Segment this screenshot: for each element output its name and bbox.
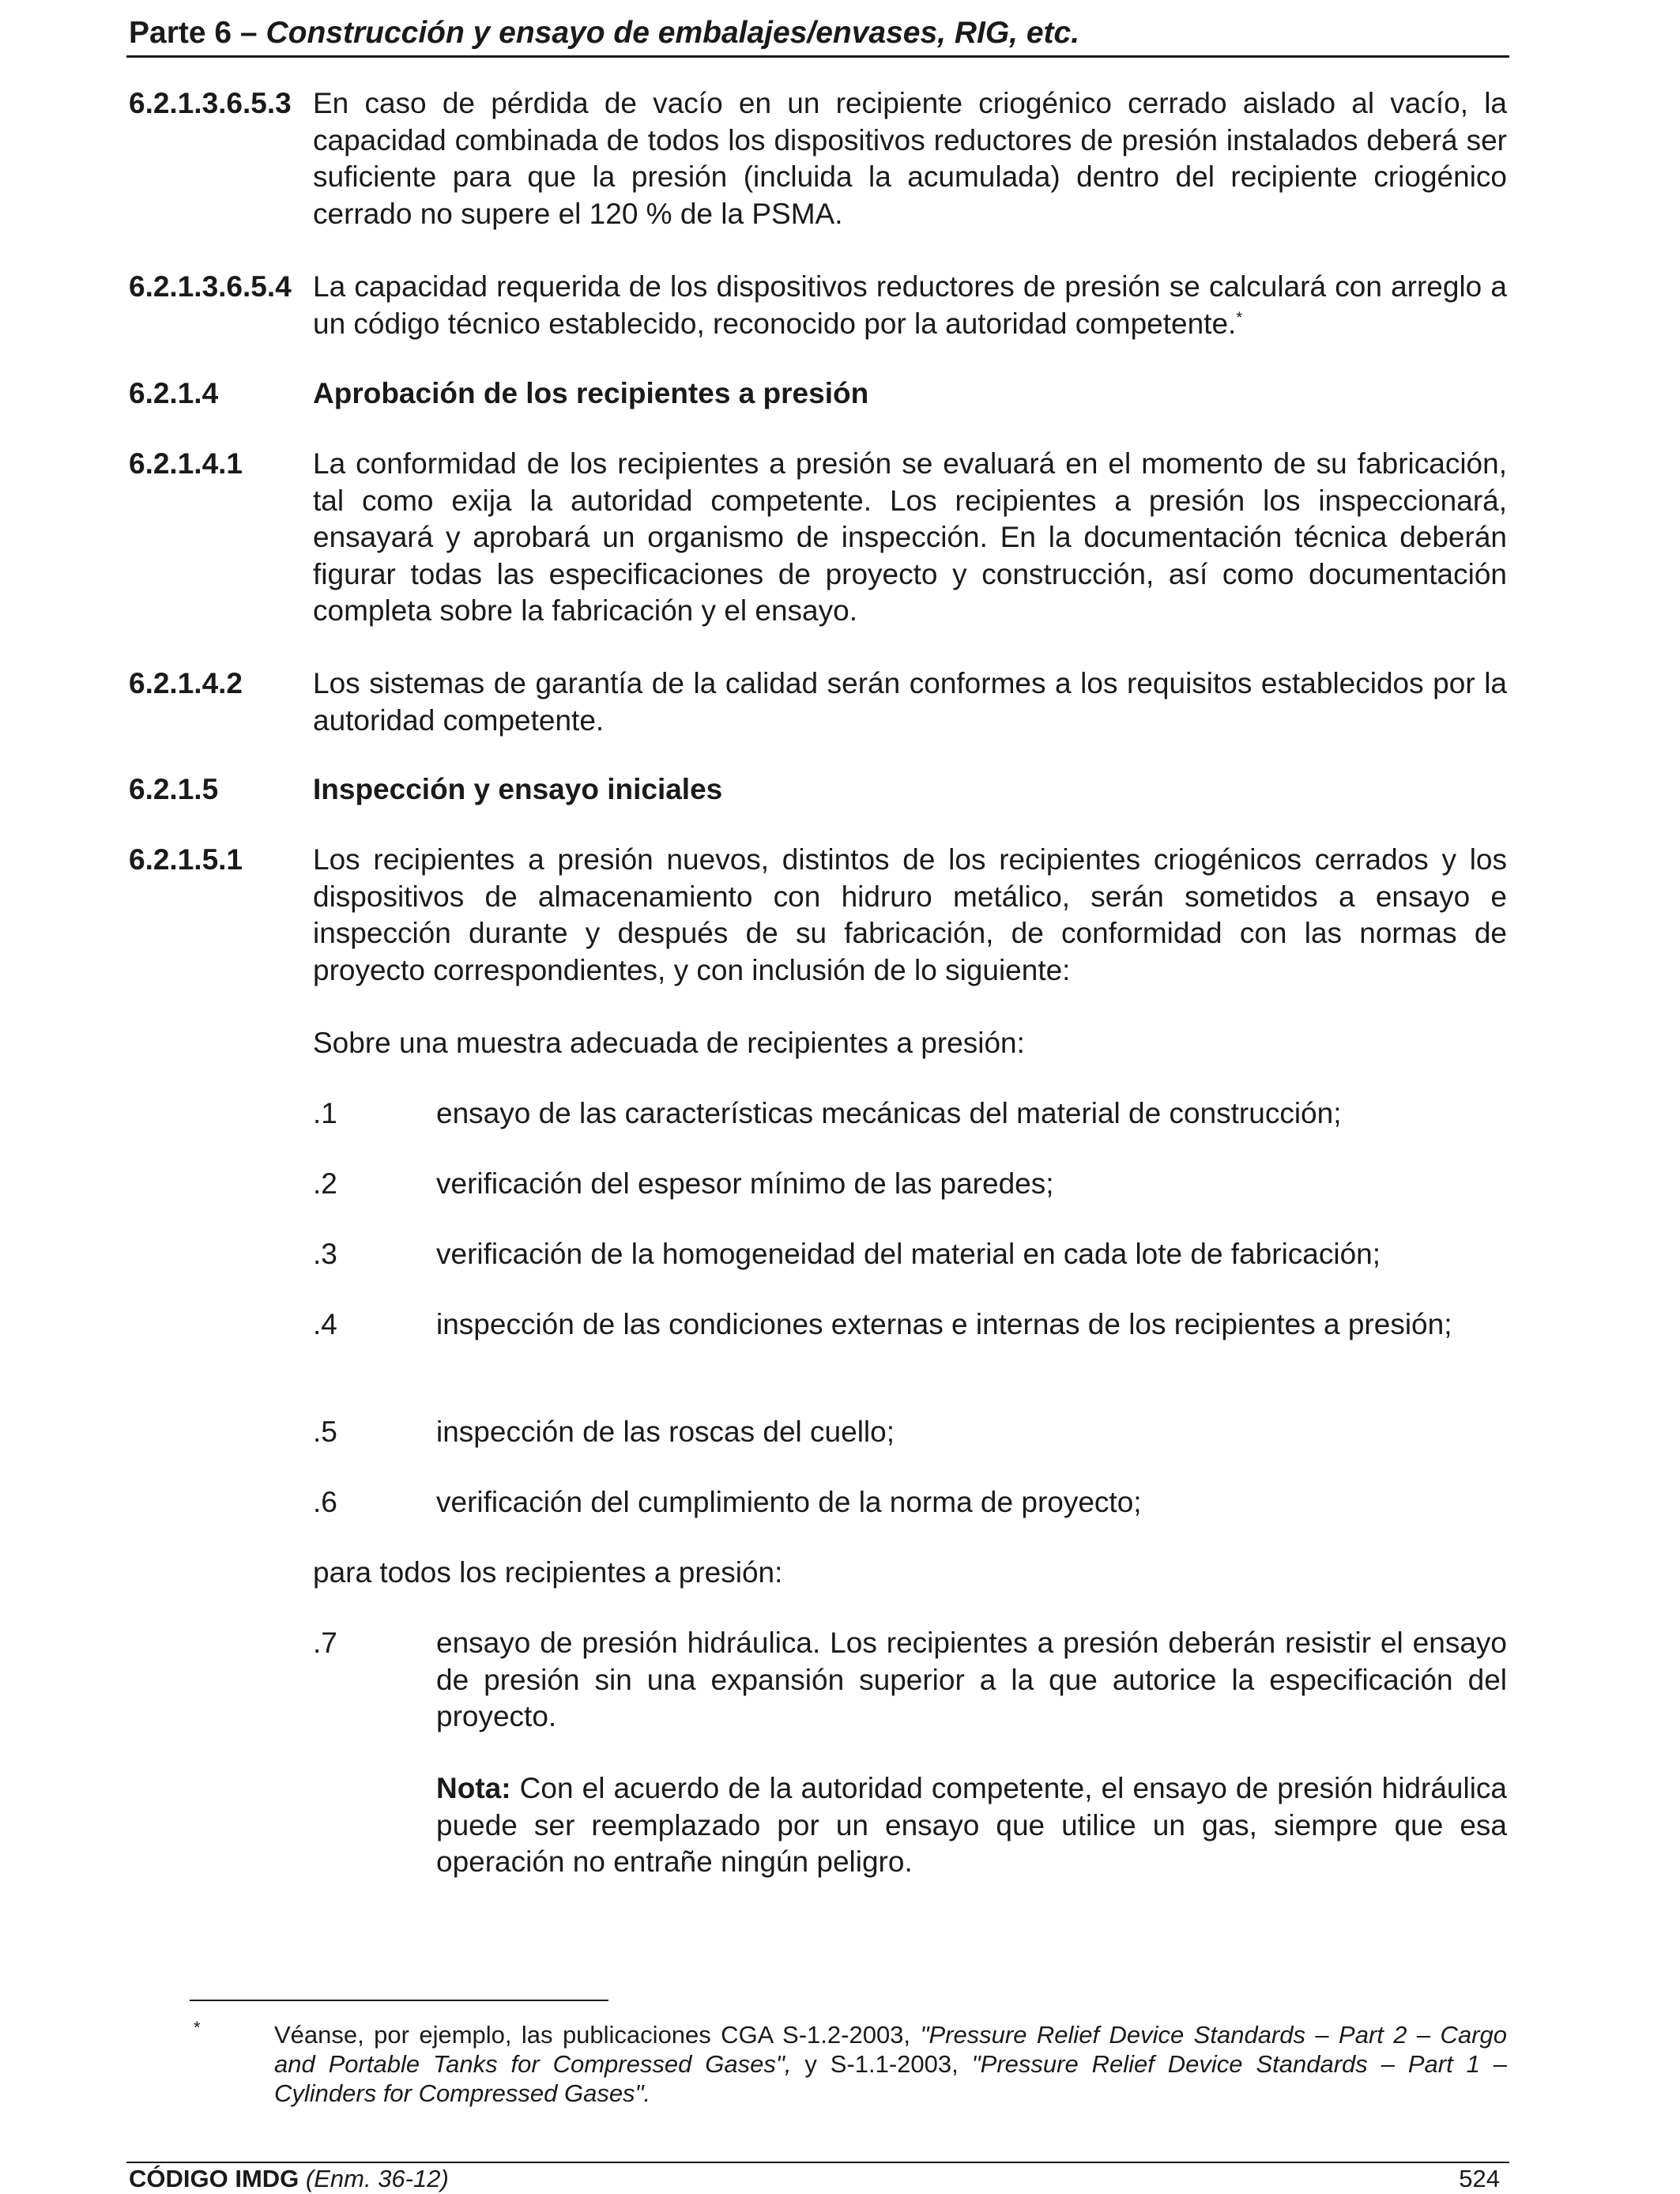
list-item-text: verificación del espesor mínimo de las paredes; bbox=[436, 1167, 1054, 1200]
page-number: 524 bbox=[1459, 2165, 1500, 2192]
note-text: Con el acuerdo de la autoridad competente, el ensayo de presión hidráulica puede ser reemplazado por un ensayo que utilice un gas, siempre que esa operación no entrañe ningún peligro. bbox=[436, 1772, 1507, 1878]
list-item-number: .7 bbox=[313, 1627, 337, 1659]
footnote-title: "Pressure Relief Device Standards – Part 2 – Cargo and Portable Tanks for Compressed Gases", bbox=[274, 2021, 1507, 2078]
all-intro: para todos los recipientes a presión: bbox=[313, 1556, 783, 1589]
list-item-text: verificación del cumplimiento de la norma de proyecto; bbox=[436, 1486, 1142, 1518]
paragraph-text: La conformidad de los recipientes a presión se evaluará en el momento de su fabricación, tal como exija la autoridad competente. Los recipientes a presión los inspeccionará, ensayará y aprobará un organismo de inspección. En la documentación técnica deberán figurar todas las especificaciones de proyecto y construcción, así como documentación completa sobre la fabricación y el ensayo. bbox=[313, 447, 1507, 627]
paragraph-number: 6.2.1.3.6.5.4 bbox=[129, 270, 292, 303]
footnote-title: "Pressure Relief Device Standards – Part 1 – Cylinders for Compressed Gases". bbox=[274, 2050, 1507, 2107]
list-item-text: verificación de la homogeneidad del material en cada lote de fabricación; bbox=[436, 1238, 1381, 1270]
paragraph-number: 6.2.1.3.6.5.3 bbox=[129, 87, 292, 119]
footnote-text bbox=[274, 2020, 1507, 2108]
list-item-number: .2 bbox=[313, 1167, 337, 1200]
paragraph-6-2-1-3-6-5-4 bbox=[129, 269, 1507, 342]
list-item-text: inspección de las roscas del cuello; bbox=[436, 1416, 895, 1448]
footnote-mark: * bbox=[194, 2018, 201, 2038]
paragraph-number: 6.2.1.5.1 bbox=[129, 843, 243, 876]
note-label: Nota: bbox=[436, 1772, 511, 1804]
running-header bbox=[129, 11, 1508, 55]
list-item-text: inspección de las condiciones externas e internas de los recipientes a presión; bbox=[436, 1308, 1452, 1340]
heading-6-2-1-5 bbox=[129, 771, 1507, 809]
paragraph-text-container bbox=[313, 269, 1507, 342]
header-part: Parte 6 – bbox=[129, 16, 266, 50]
paragraph-6-2-1-5-1 bbox=[129, 842, 1507, 989]
list-item-number: .6 bbox=[313, 1486, 337, 1518]
paragraph-number: 6.2.1.4.1 bbox=[129, 447, 243, 480]
note bbox=[436, 1770, 1507, 1881]
header-title: Construcción y ensayo de embalajes/envases, RIG, etc. bbox=[266, 16, 1080, 50]
paragraph-text: La capacidad requerida de los dispositivos reductores de presión se calculará con arreglo a un código técnico establecido, reconocido por la autoridad competente. bbox=[313, 270, 1507, 340]
heading-number: 6.2.1.5 bbox=[129, 773, 219, 805]
paragraph-text: Los recipientes a presión nuevos, distintos de los recipientes criogénicos cerrados y los dispositivos de almacenamiento con hidruro metálico, serán sometidos a ensayo e inspección durante y después de su fabricación, de conformidad con las normas de proyecto correspondientes, y con inclusión de lo siguiente: bbox=[313, 843, 1507, 986]
list-item-text: ensayo de las características mecánicas del material de construcción; bbox=[436, 1097, 1342, 1129]
paragraph-6-2-1-4-2 bbox=[129, 665, 1507, 739]
footer-code bbox=[129, 2164, 449, 2194]
footer-rule bbox=[126, 2162, 1509, 2163]
list-item-text: ensayo de presión hidráulica. Los recipientes a presión deberán resistir el ensayo de presión sin una expansión superior a la que autorice la especificación del proyecto. bbox=[436, 1627, 1507, 1732]
paragraph-text: Los sistemas de garantía de la calidad serán conformes a los requisitos establecidos por la autoridad competente. bbox=[313, 667, 1507, 737]
footnote-reference: * bbox=[1236, 309, 1243, 327]
list-item-number: .3 bbox=[313, 1238, 337, 1270]
amendment: (Enm. 36-12) bbox=[305, 2165, 449, 2192]
header-rule bbox=[126, 55, 1509, 58]
paragraph-text: En caso de pérdida de vacío en un recipiente criogénico cerrado aislado al vacío, la capacidad combinada de todos los dispositivos reductores de presión instalados deberá ser suficiente para que la presión (incluida la acumulada) dentro del recipiente criogénico cerrado no supere el 120 % de la PSMA. bbox=[313, 87, 1507, 230]
code-name: CÓDIGO IMDG bbox=[129, 2165, 299, 2192]
footnote-part: Véanse, por ejemplo, las publicaciones CGA S-1.2-2003, bbox=[274, 2021, 921, 2049]
paragraph-number: 6.2.1.4.2 bbox=[129, 667, 243, 699]
sample-intro: Sobre una muestra adecuada de recipientes a presión: bbox=[313, 1027, 1025, 1059]
list-item-number: .5 bbox=[313, 1416, 337, 1448]
list-item-number: .4 bbox=[313, 1308, 337, 1340]
footnote-rule bbox=[190, 2000, 608, 2001]
heading-number: 6.2.1.4 bbox=[129, 377, 219, 409]
heading-text: Inspección y ensayo iniciales bbox=[313, 773, 723, 805]
footnote-part: y S-1.1-2003, bbox=[791, 2050, 972, 2078]
heading-text: Aprobación de los recipientes a presión bbox=[313, 377, 869, 409]
paragraph-6-2-1-3-6-5-3 bbox=[129, 85, 1507, 232]
heading-6-2-1-4 bbox=[129, 375, 1507, 413]
list-item-number: .1 bbox=[313, 1097, 337, 1129]
paragraph-6-2-1-4-1 bbox=[129, 446, 1507, 630]
